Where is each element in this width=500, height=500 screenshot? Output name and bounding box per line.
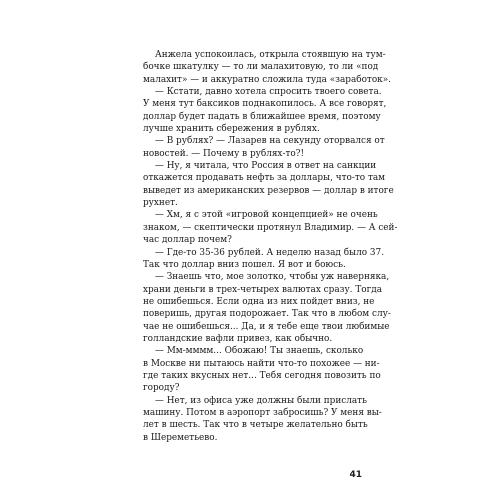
text-line: машину. Потом в аэропорт забросишь? У меня вы- [143, 407, 382, 418]
text-line: выведет из американских резервов — доллар в итоге [143, 185, 394, 196]
text-line: Анжела успокоилась, открыла стоявшую на тум- [155, 50, 386, 60]
text-line: час доллар почем? [143, 235, 232, 246]
text-line: — Хм, я с этой «игровой концепцией» не очень [155, 210, 378, 221]
page-number: 41 [349, 470, 362, 480]
text-line: откажется продавать нефть за доллары, что-то там [143, 173, 386, 184]
text-line: лучше хранить сбережения в рублях. [143, 124, 320, 135]
text-line: городу? [143, 383, 180, 394]
text-line: не ошибешься. Если одна из них пойдет вниз, не [143, 296, 375, 307]
text-line: — Где-то 35-36 рублей. А неделю назад было 37. [155, 247, 385, 258]
text-line: знаком, — скептически протянул Владимир. — А сей- [143, 222, 398, 233]
text-line: доллар будет падать в ближайшее время, поэтому [143, 111, 381, 122]
text-line: У меня тут баксиков поднакопилось. А все говорят, [143, 99, 387, 110]
text-line: в Москве ни пытаюсь найти что-то похожее — ни- [143, 358, 380, 369]
text-line: в Шереметьево. [143, 432, 218, 443]
text-line: рухнет. [143, 198, 178, 209]
text-line: — Нет, из офиса уже должны были прислать [155, 395, 367, 406]
text-line: бочке шкатулку — то ли малахитовую, то ли «под [143, 62, 379, 73]
text-line: малахит» — и аккуратно сложила туда «заработок». [143, 74, 391, 85]
text-line: — Знаешь что, мое золотко, чтобы уж наверняка, [155, 272, 390, 283]
text-line: где таких вкусных нет... Тебя сегодня повозить по [143, 370, 381, 381]
text-line: чае не ошибешься... Да, и я тебе еще твои любимые [143, 321, 390, 332]
text-line: поверишь, другая подорожает. Так что в любом слу- [143, 309, 391, 320]
text-line: Так что доллар вниз пошел. Я вот и боюсь. [143, 259, 346, 270]
text-line: голландские вафли привез, как обычно. [143, 333, 333, 344]
text-line: — В рублях? — Лазарев на секунду оторвался от [155, 136, 385, 147]
text-line: лет в шесть. Так что в четыре желательно быть [143, 420, 368, 431]
body-text [143, 49, 398, 444]
text-line: новостей. — Почему в рублях-то?! [143, 148, 305, 159]
text-line: — Ну, я читала, что Россия в ответ на санкции [155, 161, 377, 172]
text-line: храни деньги в трех-четырех валютах сразу. Тогда [143, 284, 382, 295]
text-line: — Мм-мммм... Обожаю! Ты знаешь, сколько [155, 346, 364, 357]
text-line: — Кстати, давно хотела спросить твоего совета. [155, 87, 382, 98]
